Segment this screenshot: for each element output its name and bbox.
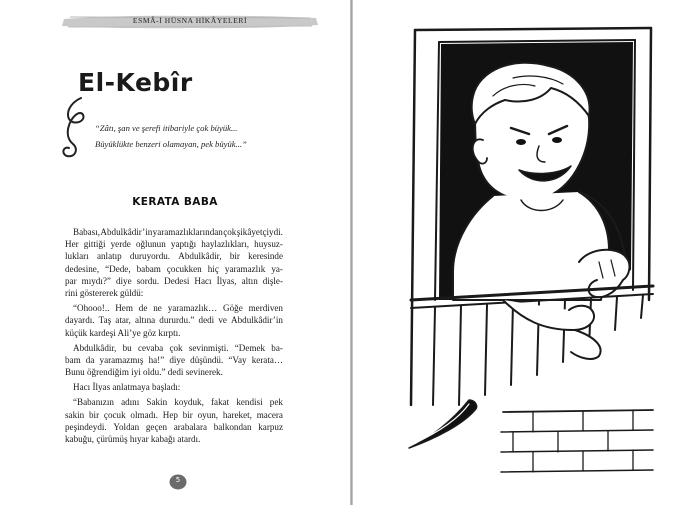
boy-on-balcony-illustration: [353, 0, 700, 505]
text-line: Hacı İlyas anlatmaya başladı:: [73, 382, 181, 393]
text-line: küçük kardeşi Ali’ye göz kırptı.: [65, 327, 181, 338]
text-line: dayardı. Taş atar, altına dururdu.” dedi ve Abdulkâdir’in: [65, 315, 283, 326]
text-line: kabuğu, çürümüş hıyar kabağı atardı.: [65, 434, 201, 444]
paragraph: [65, 396, 283, 445]
paragraph: [65, 381, 283, 393]
text-line: rini göstererek güldü:: [65, 287, 144, 298]
text-line: Her gittiği yerde oğlunun yaptığı haylazlıkları, huysuz-: [65, 239, 283, 250]
chapter-quote: [95, 120, 310, 152]
text-line: lukları anlatıp duruyordu. Abdulkâdir, bir keresinde: [65, 251, 283, 262]
text-line: bam da yaramazmış ha!” diye düşündü. “Vay kerata…: [65, 354, 283, 365]
quote-line: Büyüklükte benzeri olamayan, pek büyük...”: [95, 139, 247, 149]
paragraph: [65, 302, 283, 339]
paragraph: [65, 226, 283, 299]
quote-line: “Zâtı, şan ve şerefi itibariyle çok büyük...: [95, 123, 238, 133]
story-body: [65, 226, 283, 445]
text-line: dedesine, “Dede, babam çocukken hiç yaramazlık ya-: [65, 263, 283, 274]
text-line: “Ohooo!.. Hem de ne yaramazlık… Göğe merdiven: [73, 303, 283, 314]
text-line: “Babanızın adını Sakin koyduk, fakat kendisi pek: [73, 397, 283, 408]
text-line: sakin bir çocuk olmadı. Hep bir oyun, hareket, macera: [65, 409, 283, 420]
text-line: peşindeydi. Yoldan geçen arabalara balkondan karpuz: [65, 421, 283, 432]
page-number: [169, 474, 187, 490]
paragraph: [65, 342, 283, 379]
text-line: par mıydı?” diye sordu. Dedesi Hacı İlyas, altın dişle-: [65, 275, 283, 286]
book-title: ESMÂ-İ HÜSNA HİKÂYELERİ: [132, 16, 248, 25]
text-line: Bunu öğrendiğim iyi oldu.” dedi sevinerek.: [65, 367, 223, 378]
chapter-title: El-Kebîr: [78, 68, 193, 97]
running-header: [60, 12, 320, 32]
text-line: Abdulkâdir, bu cevaba çok sevinmişti. “Demek ba-: [73, 342, 283, 353]
page-number-label: 5: [175, 476, 181, 484]
swirl-ornament-icon: [55, 92, 95, 172]
story-title: KERATA BABA: [132, 196, 218, 208]
right-page: [353, 0, 700, 505]
text-line: Babası, Abdulkâdir’in yaramazlıklarından çok şikâyetçiydi.: [73, 227, 283, 237]
